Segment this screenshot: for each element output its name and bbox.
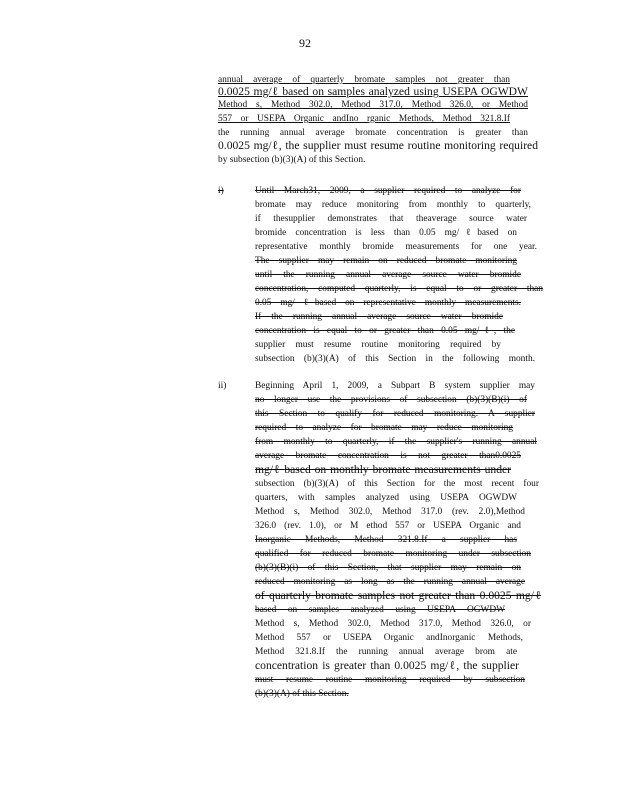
- text-line: concentration, computed quarterly, is equal to or greater than: [255, 284, 543, 294]
- text-line: (b)(3)(A) of this Section.: [255, 689, 349, 699]
- text-line: quarters, with samples analyzed using USEPA OGWDW: [255, 493, 517, 503]
- text-line: bromate may reduce monitoring from monthly to quarterly,: [255, 200, 531, 210]
- text-line: 0.0025 mg/ℓ, the supplier must resume routine monitoring required: [218, 139, 538, 152]
- text-line: subsection (b)(3)(A) of this Section for the most recent four: [255, 479, 539, 489]
- page-number: 92: [299, 36, 311, 50]
- text-line: Beginning April 1, 2009, a Subpart B system supplier may: [255, 381, 535, 391]
- text-line: Method 321.8.If the running annual average brom ate: [255, 647, 517, 657]
- text-line: 0.05 mg/ ℓbased on representative monthly measurements.: [255, 298, 521, 308]
- text-line: qualified for reduced bromate monitoring under subsection: [255, 549, 531, 559]
- text-line: Method 557 or USEPA Organic andInorganic Methods,: [255, 633, 523, 643]
- item-ii-label: ii): [218, 381, 227, 391]
- text-line: this Section to qualify for reduced monitoring. A supplier: [255, 409, 535, 419]
- text-line: Method s, Method 302.0, Method 317.0 (rev. 2.0),Method: [255, 507, 525, 517]
- item-ii-paragraph: [255, 380, 545, 700]
- text-line: representative monthly bromide measurements for one year.: [255, 242, 537, 252]
- text-line: if thesupplier demonstrates that theaverage source water: [255, 214, 527, 224]
- text-line: annual average of quarterly bromate samples not greater than: [218, 75, 510, 85]
- text-line: of quarterly bromate samples not greater than 0.0025 mg/ℓ: [255, 589, 541, 602]
- intro-paragraph: [218, 74, 541, 174]
- text-line: mg/ℓ based on monthly bromate measurements under: [255, 463, 511, 476]
- text-line: (b)(3)(B)(i) of this Section, that supplier may remain on: [255, 563, 521, 573]
- text-line: 0.0025 mg/ℓ based on samples analyzed using USEPA OGWDW: [218, 85, 528, 98]
- text-line: based on samples analyzed using USEPA OGWDW: [255, 605, 505, 615]
- text-line: supplier must resume routine monitoring required by: [255, 340, 501, 350]
- text-line: until the running annual average source water bromide: [255, 270, 521, 280]
- text-line: required to analyze for bromate may reduce monitoring: [255, 423, 513, 433]
- text-line: no longer use the provisions of subsection (b)(3)(B)(i) of: [255, 395, 527, 405]
- text-line: reduced monitoring as long as the running annual average: [255, 577, 525, 587]
- text-line: concentration is equal to or greater than 0.05 mg/ℓ, the: [255, 326, 515, 336]
- text-line: from monthly to quarterly, if the supplier's running annual: [255, 437, 537, 447]
- text-line: Method s, Method 302.0, Method 317.0, Method 326.0, or: [255, 619, 531, 629]
- text-line: subsection (b)(3)(A) of this Section in the following month.: [255, 354, 535, 364]
- text-line: Until March31, 2009, a supplier required to analyze for: [255, 186, 521, 196]
- text-line: If the running annual average source water bromide: [255, 312, 503, 322]
- text-line: 326.0 (rev. 1.0), or M ethod 557 or USEPA Organic and: [255, 521, 521, 531]
- text-line: 557 or USEPA Organic andIno rganic Methods, Method 321.8.If: [218, 114, 510, 124]
- text-line: must resume routine monitoring required by subsection: [255, 675, 525, 685]
- text-line: Inorganic Methods, Method 321.8.If a supplier has: [255, 535, 517, 545]
- item-i-paragraph: [255, 185, 545, 365]
- text-line: the running annual average bromate concentration is greater than: [218, 128, 528, 138]
- text-line: concentration is greater than 0.0025 mg/ℓ, the supplier: [255, 659, 519, 672]
- text-line: bromide concentration is less than 0.05 mg/ℓbased on: [255, 228, 517, 238]
- text-line: Method s, Method 302.0, Method 317.0, Method 326.0, or Method: [218, 100, 528, 110]
- text-line: average bromate concentration is not greater than0.0025: [255, 451, 521, 461]
- text-line: The supplier may remain on reduced bromate monitoring: [255, 256, 517, 266]
- text-line: by subsection (b)(3)(A) of this Section.: [218, 155, 366, 165]
- item-i-label: i): [218, 186, 224, 196]
